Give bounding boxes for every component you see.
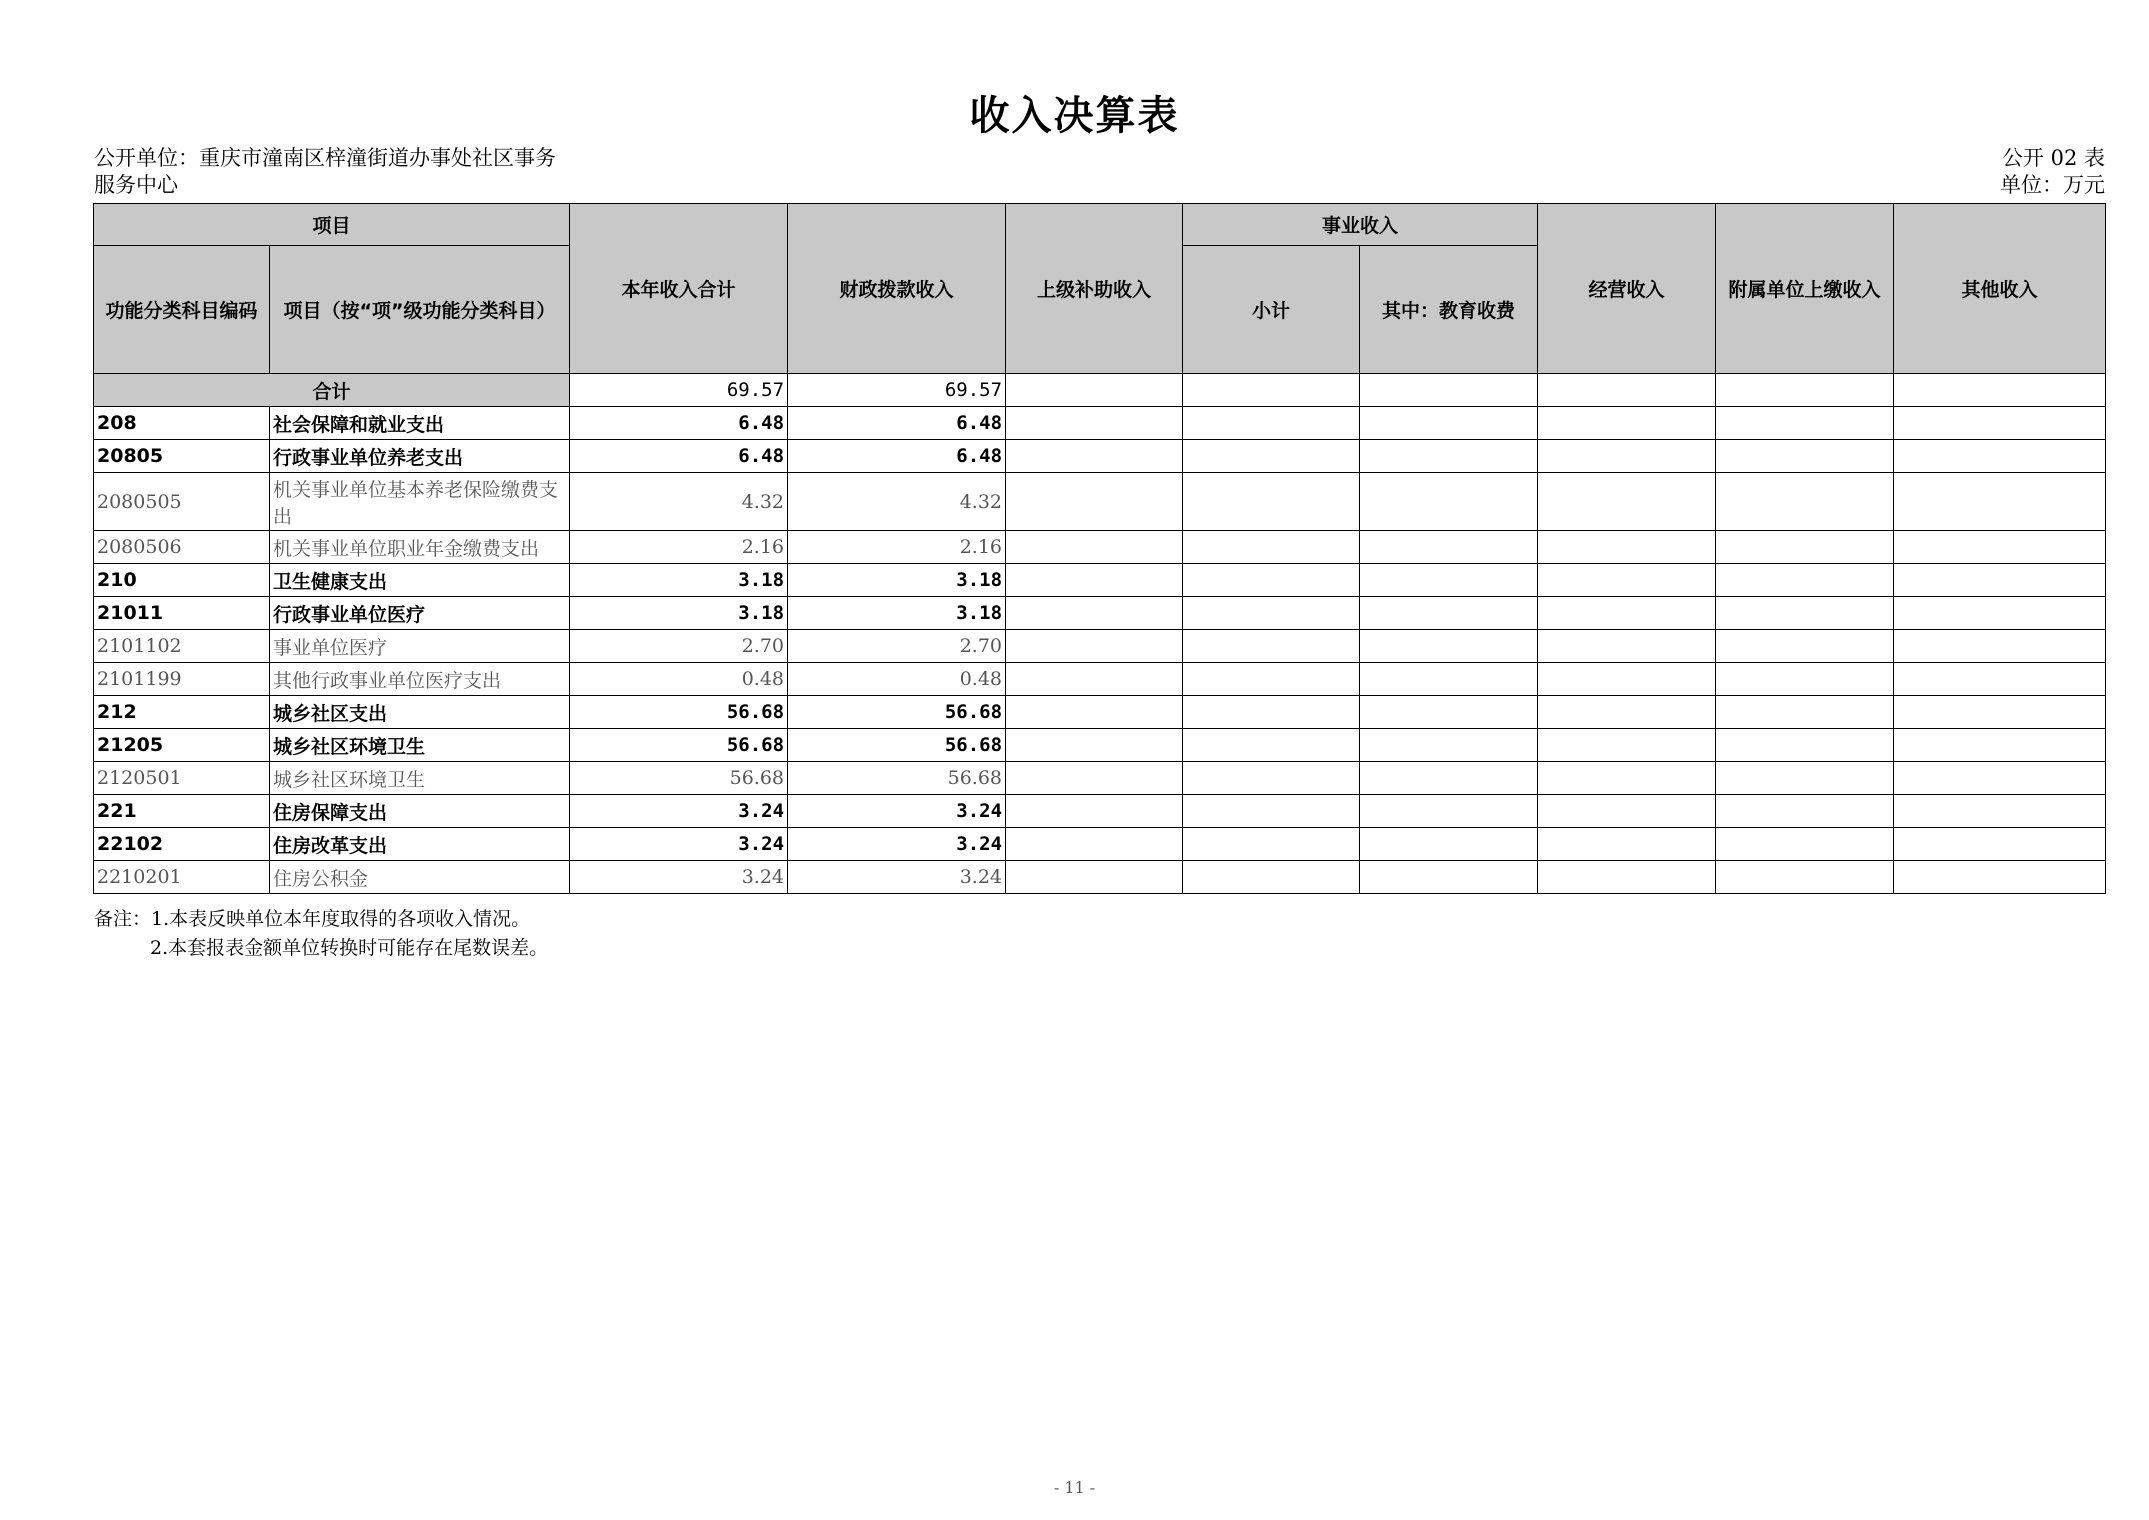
- empty-cell: [1360, 597, 1538, 630]
- table-row: [94, 564, 2106, 597]
- table-row: [94, 696, 2106, 729]
- empty-cell: [1716, 762, 1894, 795]
- row-name: 事业单位医疗: [270, 630, 570, 663]
- empty-cell: [1183, 407, 1360, 440]
- empty-cell: [1716, 663, 1894, 696]
- empty-cell: [1183, 597, 1360, 630]
- table-row: [94, 440, 2106, 473]
- empty-cell: [1006, 597, 1183, 630]
- empty-cell: [1894, 531, 2106, 564]
- row-fiscal: 6.48: [788, 440, 1006, 473]
- empty-cell: [1538, 564, 1716, 597]
- empty-cell: [1716, 597, 1894, 630]
- row-fiscal: 3.24: [788, 828, 1006, 861]
- row-total-income: 56.68: [570, 762, 788, 795]
- row-code: 22102: [94, 828, 270, 861]
- empty-cell: [1360, 828, 1538, 861]
- header-total-income: 本年收入合计: [570, 204, 788, 374]
- empty-cell: [1006, 630, 1183, 663]
- row-name: 住房公积金: [270, 861, 570, 894]
- table-row: [94, 630, 2106, 663]
- empty-cell: [1716, 630, 1894, 663]
- empty-cell: [1538, 861, 1716, 894]
- empty-cell: [1894, 795, 2106, 828]
- row-total-income: 6.48: [570, 407, 788, 440]
- row-fiscal: 3.24: [788, 861, 1006, 894]
- empty-cell: [1894, 407, 2106, 440]
- empty-cell: [1006, 861, 1183, 894]
- header-education: 其中：教育收费: [1360, 246, 1538, 374]
- row-fiscal: 3.24: [788, 795, 1006, 828]
- empty-cell: [1894, 473, 2106, 531]
- row-fiscal: 2.16: [788, 531, 1006, 564]
- empty-cell: [1360, 630, 1538, 663]
- row-fiscal: 3.18: [788, 564, 1006, 597]
- empty-cell: [1538, 440, 1716, 473]
- reporting-unit-line2: 服务中心: [94, 173, 178, 197]
- empty-cell: [1894, 861, 2106, 894]
- reporting-unit-line1: 公开单位：重庆市潼南区梓潼街道办事处社区事务: [94, 146, 556, 170]
- row-fiscal: 56.68: [788, 696, 1006, 729]
- row-name: 行政事业单位养老支出: [270, 440, 570, 473]
- row-name: 卫生健康支出: [270, 564, 570, 597]
- row-total-income: 3.18: [570, 597, 788, 630]
- row-name: 城乡社区环境卫生: [270, 762, 570, 795]
- row-name: 住房改革支出: [270, 828, 570, 861]
- row-total-income: 3.24: [570, 828, 788, 861]
- empty-cell: [1538, 407, 1716, 440]
- header-superior: 上级补助收入: [1006, 204, 1183, 374]
- table-row: [94, 407, 2106, 440]
- row-code: 212: [94, 696, 270, 729]
- header-project: 项目: [94, 204, 570, 246]
- header-code: 功能分类科目编码: [94, 246, 270, 374]
- row-total-income: 3.24: [570, 795, 788, 828]
- row-name: 其他行政事业单位医疗支出: [270, 663, 570, 696]
- empty-cell: [1360, 531, 1538, 564]
- table-row: [94, 861, 2106, 894]
- currency-unit: 单位：万元: [2000, 173, 2105, 197]
- row-total-income: 2.16: [570, 531, 788, 564]
- row-name: 行政事业单位医疗: [270, 597, 570, 630]
- row-code: 210: [94, 564, 270, 597]
- empty-cell: [1538, 762, 1716, 795]
- note-1: 备注：1.本表反映单位本年度取得的各项收入情况。: [94, 908, 531, 930]
- empty-cell: [1894, 597, 2106, 630]
- empty-cell: [1538, 795, 1716, 828]
- row-code: 2101199: [94, 663, 270, 696]
- row-code: 2101102: [94, 630, 270, 663]
- table-info: [2000, 145, 2105, 199]
- table-row: [94, 531, 2106, 564]
- empty-cell: [1360, 473, 1538, 531]
- empty-cell: [1716, 473, 1894, 531]
- row-fiscal: 0.48: [788, 663, 1006, 696]
- empty-cell: [1894, 663, 2106, 696]
- empty-cell: [1716, 828, 1894, 861]
- empty-cell: [1006, 407, 1183, 440]
- empty-cell: [1538, 696, 1716, 729]
- row-name: 社会保障和就业支出: [270, 407, 570, 440]
- row-total-income: 0.48: [570, 663, 788, 696]
- total-row: [94, 374, 2106, 407]
- empty-cell: [1538, 531, 1716, 564]
- header-operating: 经营收入: [1538, 204, 1716, 374]
- page-number: - 11 -: [1053, 1478, 1096, 1497]
- empty-cell: [1183, 663, 1360, 696]
- empty-cell: [1183, 729, 1360, 762]
- row-code: 21205: [94, 729, 270, 762]
- page-title: 收入决算表: [969, 93, 1180, 139]
- empty-cell: [1183, 440, 1360, 473]
- table-row: [94, 828, 2106, 861]
- empty-cell: [1183, 762, 1360, 795]
- row-total-income: 56.68: [570, 696, 788, 729]
- row-code: 221: [94, 795, 270, 828]
- row-code: 20805: [94, 440, 270, 473]
- empty-cell: [1006, 795, 1183, 828]
- empty-cell: [1006, 729, 1183, 762]
- empty-cell: [1360, 663, 1538, 696]
- empty-cell: [1538, 729, 1716, 762]
- empty-cell: [1538, 473, 1716, 531]
- row-total-income: 56.68: [570, 729, 788, 762]
- empty-cell: [1894, 440, 2106, 473]
- empty-cell: [1006, 564, 1183, 597]
- empty-cell: [1716, 729, 1894, 762]
- row-total-income: 2.70: [570, 630, 788, 663]
- empty-cell: [1538, 828, 1716, 861]
- table-row: [94, 795, 2106, 828]
- header-other: 其他收入: [1894, 204, 2106, 374]
- empty-cell: [1183, 828, 1360, 861]
- row-code: 2080506: [94, 531, 270, 564]
- reporting-unit: [94, 145, 614, 199]
- row-name: 机关事业单位职业年金缴费支出: [270, 531, 570, 564]
- empty-cell: [1894, 729, 2106, 762]
- empty-cell: [1360, 440, 1538, 473]
- total-label: 合计: [94, 374, 570, 407]
- empty-cell: [1360, 696, 1538, 729]
- empty-cell: [1716, 795, 1894, 828]
- note-2: 2.本套报表金额单位转换时可能存在尾数误差。: [150, 937, 549, 959]
- empty-cell: [1894, 696, 2106, 729]
- row-name: 城乡社区支出: [270, 696, 570, 729]
- empty-cell: [1894, 630, 2106, 663]
- row-code: 2210201: [94, 861, 270, 894]
- empty-cell: [1183, 696, 1360, 729]
- empty-cell: [1716, 564, 1894, 597]
- empty-cell: [1183, 861, 1360, 894]
- table-row: [94, 663, 2106, 696]
- row-total-income: 6.48: [570, 440, 788, 473]
- empty-cell: [1894, 564, 2106, 597]
- empty-cell: [1006, 762, 1183, 795]
- empty-cell: [1006, 663, 1183, 696]
- row-fiscal: 3.18: [788, 597, 1006, 630]
- empty-cell: [1894, 828, 2106, 861]
- empty-cell: [1538, 597, 1716, 630]
- row-total-income: 4.32: [570, 473, 788, 531]
- empty-cell: [1716, 407, 1894, 440]
- row-code: 21011: [94, 597, 270, 630]
- row-total-income: 3.18: [570, 564, 788, 597]
- table-row: [94, 473, 2106, 531]
- empty-cell: [1360, 407, 1538, 440]
- empty-cell: [1183, 795, 1360, 828]
- empty-cell: [1360, 795, 1538, 828]
- row-total-income: 3.24: [570, 861, 788, 894]
- header-business: 事业收入: [1183, 204, 1538, 246]
- row-fiscal: 6.48: [788, 407, 1006, 440]
- row-fiscal: 4.32: [788, 473, 1006, 531]
- header-affiliate: 附属单位上缴收入: [1716, 204, 1894, 374]
- total-income-value: 69.57: [570, 374, 788, 407]
- row-fiscal: 56.68: [788, 762, 1006, 795]
- empty-cell: [1183, 473, 1360, 531]
- row-fiscal: 56.68: [788, 729, 1006, 762]
- empty-cell: [1006, 531, 1183, 564]
- empty-cell: [1360, 762, 1538, 795]
- row-code: 2080505: [94, 473, 270, 531]
- header-name: 项目（按“项”级功能分类科目）: [270, 246, 570, 374]
- table-row: [94, 762, 2106, 795]
- table-code: 公开 02 表: [2001, 146, 2105, 170]
- empty-cell: [1006, 696, 1183, 729]
- row-fiscal: 2.70: [788, 630, 1006, 663]
- empty-cell: [1538, 663, 1716, 696]
- empty-cell: [1716, 861, 1894, 894]
- row-name: 机关事业单位基本养老保险缴费支出: [270, 473, 570, 531]
- empty-cell: [1716, 531, 1894, 564]
- empty-cell: [1716, 440, 1894, 473]
- notes: [94, 905, 548, 963]
- total-fiscal-value: 69.57: [788, 374, 1006, 407]
- empty-cell: [1360, 729, 1538, 762]
- empty-cell: [1183, 564, 1360, 597]
- header-subtotal: 小计: [1183, 246, 1360, 374]
- empty-cell: [1716, 696, 1894, 729]
- table-row: [94, 729, 2106, 762]
- row-name: 住房保障支出: [270, 795, 570, 828]
- empty-cell: [1894, 762, 2106, 795]
- empty-cell: [1006, 440, 1183, 473]
- empty-cell: [1538, 630, 1716, 663]
- row-code: 208: [94, 407, 270, 440]
- header-fiscal: 财政拨款收入: [788, 204, 1006, 374]
- row-code: 2120501: [94, 762, 270, 795]
- empty-cell: [1006, 473, 1183, 531]
- empty-cell: [1360, 564, 1538, 597]
- table-row: [94, 597, 2106, 630]
- empty-cell: [1183, 531, 1360, 564]
- income-table: [93, 203, 2106, 894]
- row-name: 城乡社区环境卫生: [270, 729, 570, 762]
- empty-cell: [1183, 630, 1360, 663]
- empty-cell: [1006, 828, 1183, 861]
- empty-cell: [1360, 861, 1538, 894]
